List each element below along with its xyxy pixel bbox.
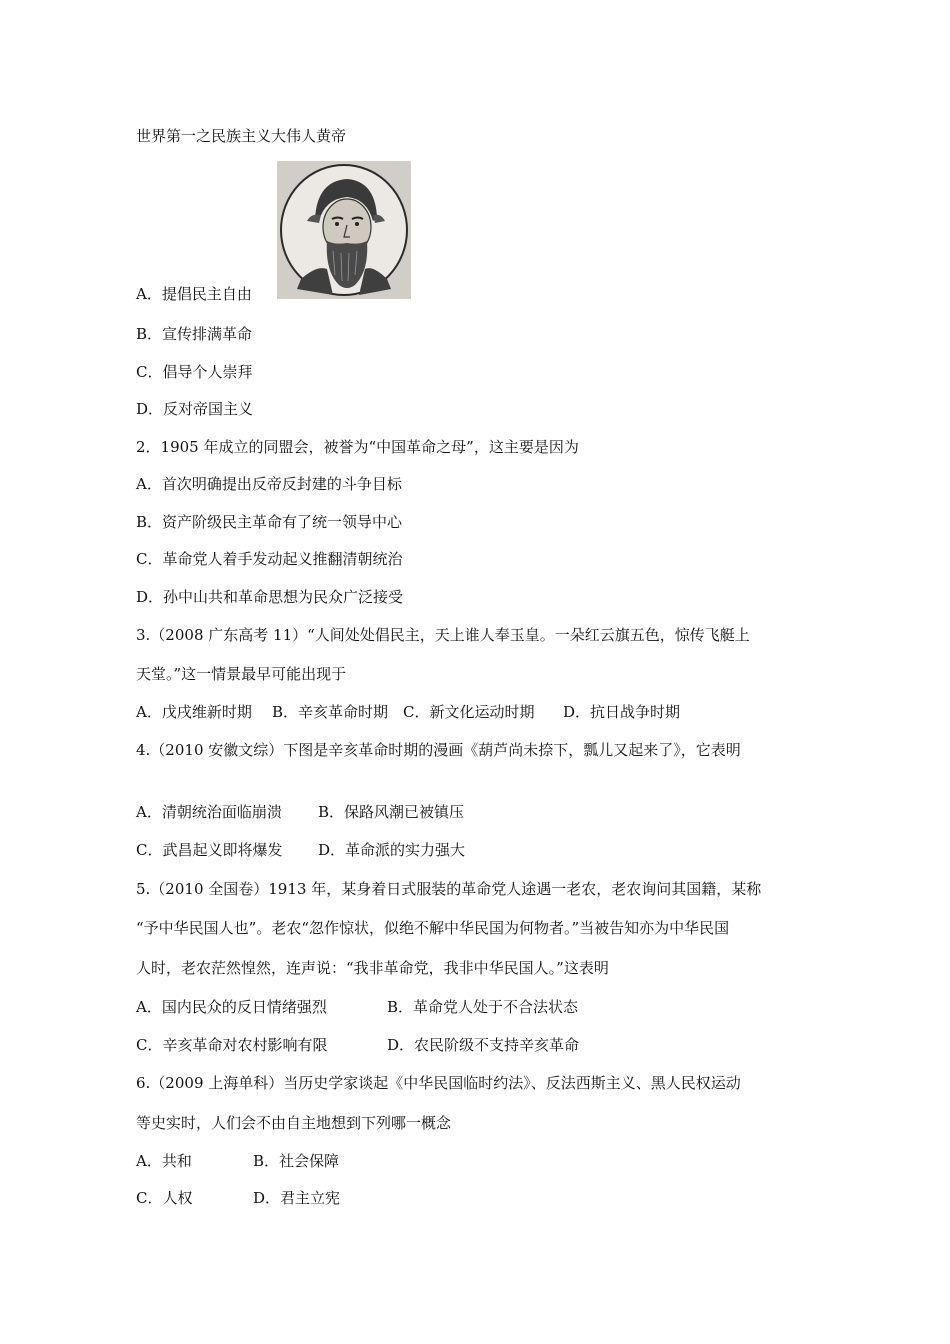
q3-option-d: D．抗日战争时期 xyxy=(563,703,681,721)
q5-option-c: C．辛亥革命对农村影响有限 xyxy=(136,1036,328,1054)
q6-stem-line2: 等史实时，人们会不由自主地想到下列哪一概念 xyxy=(136,1114,452,1132)
q5-stem-line2: “予中华民国人也”。老农“忽作惊状，似绝不解中华民国为何物者。”当被告知亦为中华民国 xyxy=(136,919,730,937)
q1-option-c: C．倡导个人崇拜 xyxy=(136,363,253,381)
q4-option-a: A．清朝统治面临崩溃 xyxy=(136,803,282,821)
q3-option-b: B．辛亥革命时期 xyxy=(272,703,389,721)
q6-option-a: A．共和 xyxy=(136,1152,192,1170)
q2-stem: 2．1905 年成立的同盟会，被誉为“中国革命之母”，这主要是因为 xyxy=(136,438,579,456)
q2-option-b: B．资产阶级民主革命有了统一领导中心 xyxy=(136,513,403,531)
q6-option-c: C．人权 xyxy=(136,1189,193,1207)
q2-option-a: A．首次明确提出反帝反封建的斗争目标 xyxy=(136,475,402,493)
q3-stem-line1: 3.（2008 广东高考 11）“人间处处倡民主，天上谁人奉玉皇。一朵红云旗五色，惊传飞艇上 xyxy=(136,626,750,644)
q4-option-c: C．武昌起义即将爆发 xyxy=(136,841,283,859)
intro-caption: 世界第一之民族主义大伟人黄帝 xyxy=(136,127,347,145)
q1-option-a: A．提倡民主自由 xyxy=(136,285,252,303)
q2-option-c: C．革命党人着手发动起义推翻清朝统治 xyxy=(136,550,403,568)
q3-option-c: C．新文化运动时期 xyxy=(403,703,535,721)
q5-option-d: D．农民阶级不支持辛亥革命 xyxy=(387,1036,580,1054)
q2-option-d: D．孙中山共和革命思想为民众广泛接受 xyxy=(136,588,404,606)
q6-option-b: B．社会保障 xyxy=(253,1152,340,1170)
q3-stem-line2: 天堂。”这一情景最早可能出现于 xyxy=(136,665,347,683)
q3-option-a: A．戊戌维新时期 xyxy=(136,703,252,721)
q1-option-d: D．反对帝国主义 xyxy=(136,400,254,418)
huangdi-portrait-image xyxy=(277,161,411,299)
q4-option-d: D．革命派的实力强大 xyxy=(318,841,466,859)
q5-stem-line1: 5.（2010 全国卷）1913 年，某身着日式服装的革命党人途遇一老农，老农询问其国籍，某称 xyxy=(136,880,762,898)
q4-option-b: B．保路风潮已被镇压 xyxy=(318,803,465,821)
q1-option-b: B．宣传排满革命 xyxy=(136,325,253,343)
q5-option-a: A．国内民众的反日情绪强烈 xyxy=(136,998,327,1016)
q6-stem-line1: 6.（2009 上海单科）当历史学家谈起《中华民国临时约法》、反法西斯主义、黑人民权运动 xyxy=(136,1074,741,1092)
q5-stem-line3: 人时，老农茫然惶然，连声说：“我非革命党，我非中华民国人。”这表明 xyxy=(136,959,609,977)
q6-option-d: D．君主立宪 xyxy=(253,1189,341,1207)
q5-option-b: B．革命党人处于不合法状态 xyxy=(387,998,579,1016)
q4-stem: 4.（2010 安徽文综）下图是辛亥革命时期的漫画《葫芦尚未捺下，瓢儿又起来了》，它表明 xyxy=(136,741,741,759)
